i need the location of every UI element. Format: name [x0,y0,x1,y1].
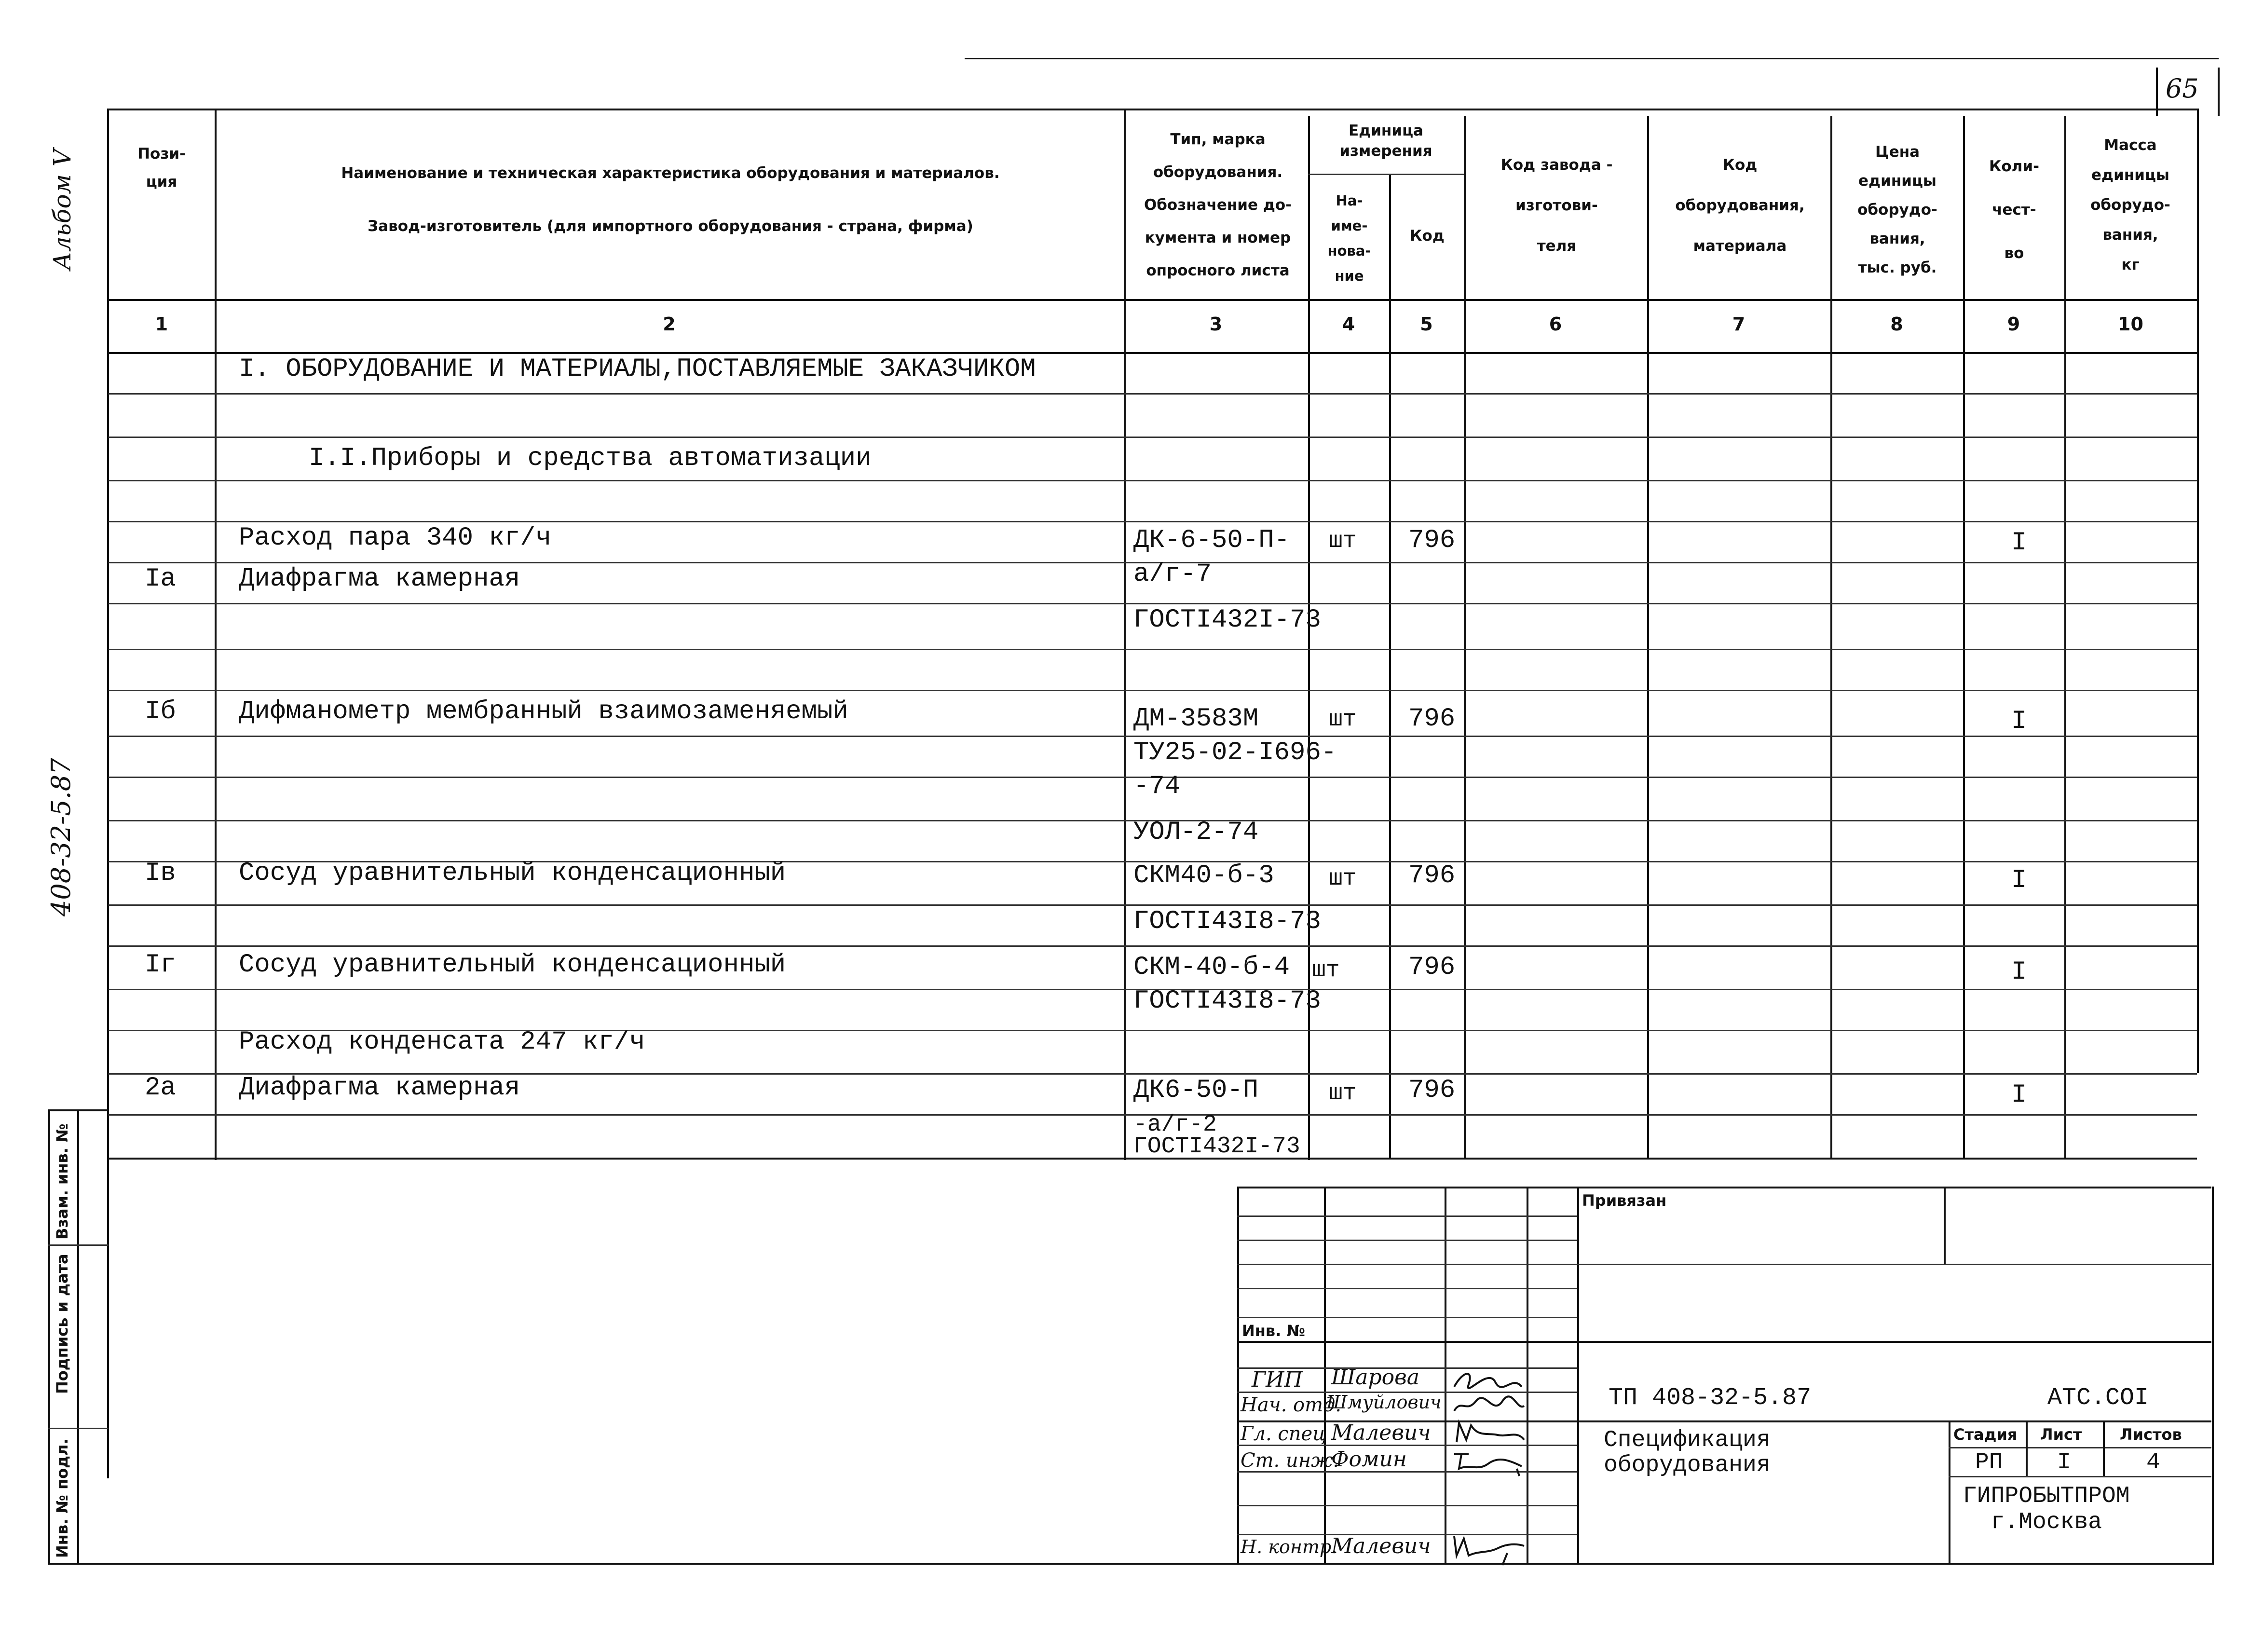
frame-right [2197,109,2199,1073]
row-type: ГОСТI43I8-73 [1133,907,1321,936]
inv-label: Инв. № [1242,1322,1305,1340]
row-line [109,690,2197,691]
colnum-3: 3 [1209,314,1223,335]
colnum-bottom [109,352,2197,354]
row-type: -а/г-2 [1133,1112,1217,1138]
row-qty: I [2011,866,2027,895]
colnum-2: 2 [663,314,676,335]
stamp-row [1237,1288,1577,1289]
header-name-line1: Наименование и техническая характеристика оборудования и материалов. [341,164,1000,182]
row-type: ГОСТI432I-73 [1133,605,1321,635]
col-sep-5 [1464,116,1466,1158]
signer-role: Н. контр. [1241,1536,1337,1557]
row-qty: I [2011,1080,2027,1110]
row-pos: Iв [145,859,176,888]
header-unit-code: Код [1410,227,1445,245]
header-name-line2: Завод-изготовитель (для импортного оборудования - страна, фирма) [368,218,973,235]
subsection-heading: I.I.Приборы и средства автоматизации [309,444,872,473]
row-type: ГОСТI43I8-73 [1133,986,1321,1016]
section-heading: I. ОБОРУДОВАНИЕ И МАТЕРИАЛЫ,ПОСТАВЛЯЕМЫЕ ЗАКАЗЧИКОМ [239,355,1036,384]
colnum-6: 6 [1549,314,1562,335]
row-type: УОЛ-2-74 [1133,818,1259,847]
stage-label: Стадия [1953,1425,2018,1444]
colnum-4: 4 [1342,314,1355,335]
frame-bottom [48,1563,2214,1565]
sheet-number-box-left [2156,68,2158,116]
stage-value: РП [1975,1449,2003,1475]
side-stamp-sep [48,1428,109,1429]
row-line [109,437,2197,438]
colnum-7: 7 [1732,314,1745,335]
header-mass: Масса единицы оборудо- вания, кг [2090,137,2170,273]
signature-image [1449,1392,1527,1420]
sheets-value: 4 [2146,1449,2160,1475]
frame-outer-top [109,109,2197,110]
unit-subheader-line [1308,174,1464,175]
side-stamp-left [48,1109,50,1565]
row-name: Сосуд уравнительный конденсационный [239,950,786,980]
sheet-number-box-right [2218,68,2220,116]
stamp-row [1237,1215,1577,1217]
row-name: Сосуд уравнительный конденсационный [239,859,786,888]
row-pos: 2а [145,1073,176,1103]
stamp-row [1237,1341,2211,1343]
row-name: Диафрагма камерная [239,1073,520,1103]
row-type: СКМ40-б-3 [1133,861,1274,890]
signature-image [1449,1418,1527,1447]
row-line [109,736,2197,737]
stamp-col [1324,1187,1326,1563]
stamp-left [1237,1187,1239,1563]
row-code: 796 [1408,953,1456,982]
signer-name: Шарова [1331,1365,1419,1390]
album-label: Альбом V [48,149,76,270]
row-qty: I [2011,707,2027,736]
header-type: Тип, марка оборудования. Обозначение до- кумента и номер опросного листа [1144,131,1292,279]
row-code: 796 [1408,861,1456,890]
row-code: 796 [1408,526,1456,555]
side-stamp-sign-date: Подпись и дата [53,1254,71,1394]
row-name: Расход пара 340 кг/ч [239,523,552,553]
doc-code: АТС.COI [2047,1384,2149,1412]
signature-image [1449,1445,1527,1478]
stamp-top [1237,1187,2211,1188]
row-name: Диафрагма камерная [239,564,520,594]
stamp-stage-col [2026,1420,2028,1476]
signature-image [1449,1529,1527,1568]
stamp-col [1944,1187,1946,1264]
row-line [109,904,2197,906]
stamp-stage-line [1949,1447,2211,1448]
row-code: 796 [1408,1076,1456,1105]
row-type: а/г-7 [1133,560,1212,589]
doc-number: ТП 408-32-5.87 [1609,1384,1812,1412]
row-pos: Iа [145,564,176,594]
signer-name: Шмуйлович [1326,1392,1442,1413]
row-unit: шт [1312,957,1340,983]
signer-name: Малевич [1331,1534,1431,1558]
row-line [109,649,2197,650]
stamp-row [1237,1317,1577,1318]
colnum-8: 8 [1890,314,1903,335]
row-name: Расход конденсата 247 кг/ч [239,1027,645,1057]
colnum-10: 10 [2118,314,2143,335]
stamp-stage-line [1949,1476,2211,1477]
row-type: СКМ-40-б-4 [1133,953,1290,982]
doc-code-side: 408-32-5.87 [46,758,76,916]
col-sep-1 [215,109,217,1160]
header-bottom [109,299,2197,301]
stamp-col [1445,1187,1446,1563]
sheet-number: 65 [2166,73,2199,104]
header-price: Цена единицы оборудо- вания, тыс. руб. [1857,143,1937,276]
row-unit: шт [1329,528,1357,554]
side-stamp-inv-podl: Инв. № подл. [53,1438,71,1558]
row-code: 796 [1408,704,1456,734]
side-stamp-vzam-inv: Взам. инв. № [53,1123,71,1240]
bound-label: Привязан [1582,1191,1667,1210]
row-type: -74 [1133,772,1181,801]
signer-role: Ст. инж. [1241,1449,1339,1472]
frame-right-lower [2212,1187,2214,1563]
colnum-9: 9 [2007,314,2020,335]
row-type: ГОСТI432I-73 [1133,1133,1300,1160]
stamp-row [1237,1505,1577,1506]
row-line [109,945,2197,947]
side-stamp-top [48,1109,109,1111]
header-position: Пози- ция [137,145,186,191]
stamp-stage-col [2103,1420,2105,1476]
stamp-row [1237,1264,2211,1265]
row-type: ДК6-50-П [1133,1076,1259,1105]
side-stamp-sep [48,1244,109,1246]
row-unit: шт [1329,866,1357,892]
row-pos: Iб [145,697,176,726]
row-qty: I [2011,528,2027,558]
side-stamp-mid [77,1109,79,1565]
row-pos: Iг [145,950,176,980]
sheet-label: Лист [2040,1425,2082,1444]
row-line [109,521,2197,522]
row-type: ТУ25-02-I696- [1133,738,1337,767]
row-unit: шт [1329,1080,1357,1106]
colnum-1: 1 [155,314,168,335]
sheet-value: I [2057,1449,2071,1475]
col-sep-2 [1124,109,1126,1160]
row-type: ДМ-3583М [1133,704,1259,734]
header-qty: Коли- чест- во [1989,158,2039,262]
row-line [109,393,2197,395]
row-name: Дифманометр мембранный взаимозаменяемый [239,697,848,726]
stamp-col [1577,1187,1579,1563]
row-qty: I [2011,957,2027,987]
col-sep-6 [1647,116,1649,1158]
doc-title: Спецификация оборудования [1604,1427,1771,1478]
sheets-label: Листов [2120,1425,2182,1444]
header-unit: Единица измерения [1339,122,1432,160]
organization: ГИПРОБЫТПРОМ г.Москва [1963,1483,2130,1535]
colnum-5: 5 [1420,314,1433,335]
stamp-right-section [1949,1420,1950,1563]
signer-name: Фомин [1331,1447,1407,1472]
signer-name: Малевич [1331,1420,1431,1445]
row-line [109,480,2197,481]
row-unit: шт [1329,707,1357,733]
header-unit-name: На- име- нова- ние [1327,192,1371,284]
row-type: ДК-6-50-П- [1133,526,1290,555]
stamp-col [1527,1187,1528,1563]
signer-role: Гл. спец [1241,1423,1326,1445]
signer-role: ГИП [1252,1367,1303,1392]
frame-top [965,58,2219,59]
header-factory-code: Код завода - изготови- теля [1500,156,1613,255]
signer-role: Нач. отд. [1241,1394,1342,1416]
row-line [109,603,2197,604]
header-equip-code: Код оборудования, материала [1675,156,1805,255]
signature-image [1449,1365,1527,1394]
stamp-row [1237,1240,1577,1241]
